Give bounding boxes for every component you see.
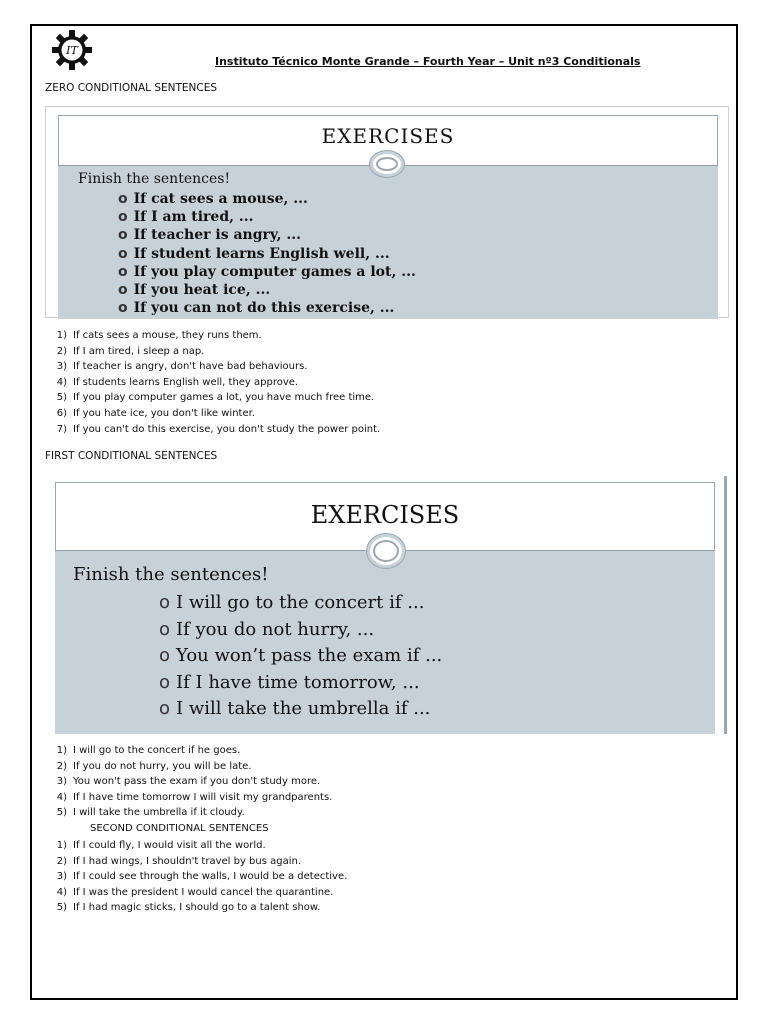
answer-number: 4) xyxy=(56,791,67,803)
answer-text: If I am tired, i sleep a nap. xyxy=(73,345,205,357)
bullet-marker: o xyxy=(159,618,171,640)
slide-bullet-item xyxy=(159,696,442,723)
slide-bullet-item xyxy=(159,617,442,644)
answer-text: If students learns English well, they approve. xyxy=(73,376,299,388)
zero-exercise-slide xyxy=(45,106,729,318)
answer-number: 1) xyxy=(56,745,67,756)
slide-prompt: Finish the sentences! xyxy=(78,171,231,187)
answer-number: 3) xyxy=(56,871,67,883)
answer-text: If you hate ice, you don't like winter. xyxy=(73,407,255,419)
first-conditional-heading: FIRST CONDITIONAL SENTENCES xyxy=(45,450,218,462)
answer-text: If I could see through the walls, I would be a detective. xyxy=(73,871,348,883)
slide-edge-bar xyxy=(724,476,727,734)
slide-circle-ornament xyxy=(367,534,405,568)
answer-text: If teacher is angry, don't have bad behaviours. xyxy=(73,361,308,373)
logo-text: IT xyxy=(66,44,78,57)
slide-body xyxy=(55,550,715,734)
answer-item xyxy=(45,390,380,406)
answer-text: If I had wings, I shouldn't travel by bus again. xyxy=(73,855,302,867)
answer-item xyxy=(45,422,380,438)
answer-number: 2) xyxy=(56,345,67,357)
slide-bullet-item xyxy=(118,208,416,226)
document-title: Instituto Técnico Monte Grande – Fourth Year – Unit nº3 Conditionals xyxy=(215,55,641,68)
bullet-text: I will take the umbrella if ... xyxy=(176,698,431,719)
answer-item xyxy=(45,406,380,422)
slide-title: EXERCISES xyxy=(58,115,718,165)
bullet-marker: o xyxy=(118,300,128,317)
answer-item xyxy=(45,359,380,375)
bullet-text: If student learns English well, ... xyxy=(133,245,390,262)
answer-text: You won't pass the exam if you don't study more. xyxy=(73,776,321,788)
zero-conditional-heading: ZERO CONDITIONAL SENTENCES xyxy=(45,82,218,94)
answer-item xyxy=(45,838,347,854)
answer-text: If I have time tomorrow I will visit my grandparents. xyxy=(73,791,333,803)
answer-item xyxy=(45,805,332,821)
answer-number: 2) xyxy=(56,760,67,772)
second-answer-list xyxy=(45,838,347,916)
answer-text: If cats sees a mouse, they runs them. xyxy=(73,330,262,341)
bullet-marker: o xyxy=(159,698,171,719)
slide-bullet-item xyxy=(118,281,416,299)
bullet-text: If teacher is angry, ... xyxy=(133,227,302,244)
answer-text: If I could fly, I would visit all the world. xyxy=(73,840,266,851)
answer-text: If you play computer games a lot, you have much free time. xyxy=(73,392,375,404)
answer-item xyxy=(45,743,332,759)
answer-number: 6) xyxy=(56,407,67,419)
bullet-marker: o xyxy=(118,209,128,226)
answer-number: 7) xyxy=(56,423,67,435)
answer-item xyxy=(45,375,380,391)
answer-number: 3) xyxy=(56,776,67,788)
answer-item xyxy=(45,344,380,360)
bullet-marker: o xyxy=(159,645,171,666)
answer-item xyxy=(45,774,332,790)
bullet-marker: o xyxy=(118,245,128,262)
answer-number: 4) xyxy=(56,376,67,388)
slide-circle-ornament xyxy=(370,151,404,177)
bullet-text: If cat sees a mouse, ... xyxy=(133,191,308,207)
answer-text: If you do not hurry, you will be late. xyxy=(73,760,252,772)
answer-text: If you can't do this exercise, you don't study the power point. xyxy=(73,423,381,435)
bullet-marker: o xyxy=(159,671,171,693)
slide-bullet-item xyxy=(159,670,442,697)
bullet-marker: o xyxy=(159,592,171,613)
bullet-text: If I have time tomorrow, ... xyxy=(176,671,420,693)
answer-number: 3) xyxy=(56,361,67,373)
answer-item xyxy=(45,885,347,901)
bullet-marker: o xyxy=(118,282,128,299)
gear-logo-icon xyxy=(50,28,94,72)
slide-prompt: Finish the sentences! xyxy=(73,564,269,585)
answer-item xyxy=(45,900,347,916)
first-exercise-slide xyxy=(45,474,729,736)
answer-item xyxy=(45,854,347,870)
bullet-text: If you heat ice, ... xyxy=(133,282,271,299)
first-answer-list xyxy=(45,743,332,821)
slide-bullet-item xyxy=(159,643,442,670)
bullet-marker: o xyxy=(118,263,128,280)
slide-body xyxy=(58,165,718,319)
answer-number: 5) xyxy=(56,392,67,404)
slide-title: EXERCISES xyxy=(55,482,715,550)
answer-number: 1) xyxy=(56,330,67,341)
bullet-marker: o xyxy=(118,227,128,244)
answer-number: 4) xyxy=(56,886,67,898)
slide-bullet-item xyxy=(159,590,442,617)
bullet-text: If you do not hurry, ... xyxy=(176,618,375,640)
slide-bullet-item xyxy=(118,245,416,263)
answer-text: If I was the president I would cancel the quarantine. xyxy=(73,886,334,898)
bullet-text: If you play computer games a lot, ... xyxy=(133,263,416,280)
bullet-marker: o xyxy=(118,191,128,207)
answer-item xyxy=(45,790,332,806)
slide-bullet-item xyxy=(118,263,416,281)
answer-text: If I had magic sticks, I should go to a talent show. xyxy=(73,902,321,914)
answer-item xyxy=(45,759,332,775)
answer-item xyxy=(45,869,347,885)
answer-text: I will take the umbrella if it cloudy. xyxy=(73,807,245,819)
answer-item xyxy=(45,328,380,344)
bullet-text: If I am tired, ... xyxy=(133,209,254,226)
answer-number: 1) xyxy=(56,840,67,851)
bullet-text: You won’t pass the exam if ... xyxy=(176,645,443,666)
answer-text: I will go to the concert if he goes. xyxy=(73,745,241,756)
zero-answer-list xyxy=(45,328,380,437)
answer-number: 5) xyxy=(56,807,67,819)
slide-bullet-list xyxy=(159,590,442,723)
second-conditional-heading: SECOND CONDITIONAL SENTENCES xyxy=(90,823,269,834)
slide-bullet-item xyxy=(118,226,416,244)
bullet-text: If you can not do this exercise, ... xyxy=(133,300,395,317)
slide-bullet-item xyxy=(118,190,416,208)
bullet-text: I will go to the concert if ... xyxy=(176,592,425,613)
slide-bullet-item xyxy=(118,299,416,317)
answer-number: 5) xyxy=(56,902,67,914)
slide-bullet-list xyxy=(118,190,416,317)
answer-number: 2) xyxy=(56,855,67,867)
